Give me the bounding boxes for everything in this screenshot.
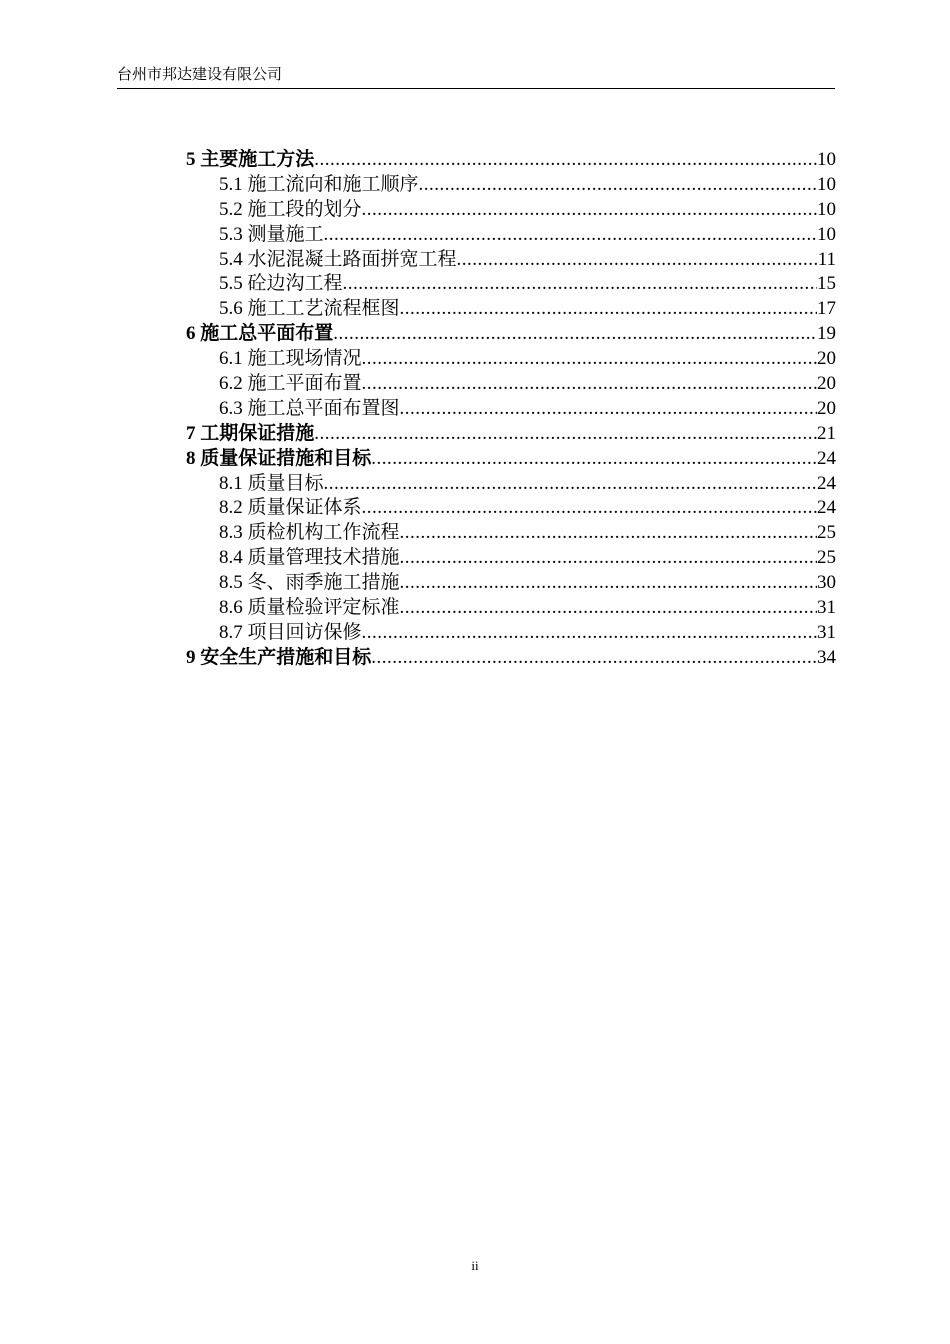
toc-dot-leader: [333, 322, 817, 347]
toc-dot-leader: [400, 571, 817, 596]
toc-entry-title: 7 工期保证措施: [186, 422, 315, 444]
toc-subsection-entry[interactable]: [186, 272, 836, 297]
toc-subsection-entry[interactable]: [186, 297, 836, 322]
toc-entry-page-number: 15: [817, 273, 836, 295]
toc-dot-leader: [362, 372, 817, 397]
toc-entry-title: 6.3 施工总平面布置图: [219, 397, 400, 419]
toc-subsection-entry[interactable]: [186, 496, 836, 521]
toc-subsection-entry[interactable]: [186, 621, 836, 646]
toc-entry-page-number: 10: [817, 223, 836, 245]
toc-entry-title: 8.1 质量目标: [219, 472, 324, 494]
toc-subsection-entry[interactable]: [186, 472, 836, 497]
toc-dot-leader: [400, 596, 817, 621]
toc-entry-title: 5.2 施工段的划分: [219, 198, 362, 220]
toc-entry-page-number: 10: [817, 198, 836, 220]
toc-entry-title: 5.4 水泥混凝土路面拼宽工程: [219, 248, 457, 270]
toc-dot-leader: [457, 248, 818, 273]
header-company-name: 台州市邦达建设有限公司: [117, 67, 283, 83]
toc-entry-page-number: 30: [817, 572, 836, 594]
toc-dot-leader: [324, 472, 817, 497]
toc-entry-page-number: 21: [817, 422, 836, 444]
toc-dot-leader: [324, 223, 817, 248]
toc-section-entry[interactable]: [186, 422, 836, 447]
toc-entry-title: 5 主要施工方法: [186, 149, 315, 170]
toc-entry-title: 8.3 质检机构工作流程: [219, 522, 400, 544]
toc-section-entry[interactable]: [186, 148, 836, 173]
toc-dot-leader: [362, 347, 817, 372]
toc-section-entry[interactable]: [186, 646, 836, 671]
toc-entry-title: 6 施工总平面布置: [186, 323, 334, 345]
toc-dot-leader: [400, 546, 817, 571]
toc-dot-leader: [400, 397, 817, 422]
toc-subsection-entry[interactable]: [186, 571, 836, 596]
toc-entry-title: 5.1 施工流向和施工顺序: [219, 173, 419, 195]
toc-entry-title: 5.5 砼边沟工程: [219, 273, 343, 295]
table-of-contents: [186, 148, 836, 671]
toc-dot-leader: [343, 272, 817, 297]
toc-entry-title: 6.1 施工现场情况: [219, 348, 362, 370]
toc-entry-title: 8.6 质量检验评定标准: [219, 597, 400, 619]
toc-dot-leader: [314, 148, 817, 173]
toc-section-entry[interactable]: [186, 447, 836, 472]
toc-subsection-entry[interactable]: [186, 198, 836, 223]
page-footer: [0, 1258, 950, 1274]
toc-entry-page-number: 10: [817, 173, 836, 195]
toc-subsection-entry[interactable]: [186, 248, 836, 273]
toc-dot-leader: [362, 621, 817, 646]
toc-dot-leader: [362, 496, 817, 521]
toc-dot-leader: [362, 198, 817, 223]
toc-dot-leader: [419, 173, 817, 198]
toc-subsection-entry[interactable]: [186, 521, 836, 546]
toc-dot-leader: [400, 521, 817, 546]
toc-entry-title: 8.4 质量管理技术措施: [219, 547, 400, 569]
toc-subsection-entry[interactable]: [186, 397, 836, 422]
toc-subsection-entry[interactable]: [186, 596, 836, 621]
toc-dot-leader: [371, 447, 817, 472]
page-header: [117, 64, 835, 89]
toc-subsection-entry[interactable]: [186, 223, 836, 248]
toc-entry-page-number: 19: [817, 323, 836, 345]
toc-entry-title: 5.6 施工工艺流程框图: [219, 298, 400, 320]
toc-entry-title: 8 质量保证措施和目标: [186, 447, 372, 469]
toc-entry-page-number: 24: [817, 447, 836, 469]
toc-entry-page-number: 11: [817, 248, 836, 270]
toc-entry-page-number: 24: [817, 497, 836, 519]
toc-entry-title: 9 安全生产措施和目标: [186, 646, 372, 668]
toc-entry-page-number: 20: [817, 397, 836, 419]
toc-entry-title: 8.7 项目回访保修: [219, 621, 362, 643]
toc-subsection-entry[interactable]: [186, 347, 836, 372]
toc-entry-page-number: 20: [817, 348, 836, 370]
toc-entry-title: 6.2 施工平面布置: [219, 373, 362, 395]
toc-entry-title: 8.2 质量保证体系: [219, 497, 362, 519]
toc-entry-title: 5.3 测量施工: [219, 223, 324, 245]
toc-entry-page-number: 25: [817, 522, 836, 544]
toc-entry-page-number: 31: [817, 621, 836, 643]
toc-entry-page-number: 20: [817, 373, 836, 395]
toc-dot-leader: [314, 422, 817, 447]
toc-dot-leader: [371, 646, 817, 671]
toc-section-entry[interactable]: [186, 322, 836, 347]
toc-dot-leader: [400, 297, 817, 322]
toc-entry-page-number: 10: [817, 149, 836, 170]
toc-entry-page-number: 24: [817, 472, 836, 494]
toc-entry-page-number: 31: [817, 597, 836, 619]
toc-entry-page-number: 17: [817, 298, 836, 320]
toc-entry-page-number: 25: [817, 547, 836, 569]
toc-entry-page-number: 34: [817, 646, 836, 668]
page-number: ii: [471, 1258, 479, 1273]
toc-entry-title: 8.5 冬、雨季施工措施: [219, 572, 400, 594]
toc-subsection-entry[interactable]: [186, 546, 836, 571]
toc-subsection-entry[interactable]: [186, 372, 836, 397]
toc-subsection-entry[interactable]: [186, 173, 836, 198]
